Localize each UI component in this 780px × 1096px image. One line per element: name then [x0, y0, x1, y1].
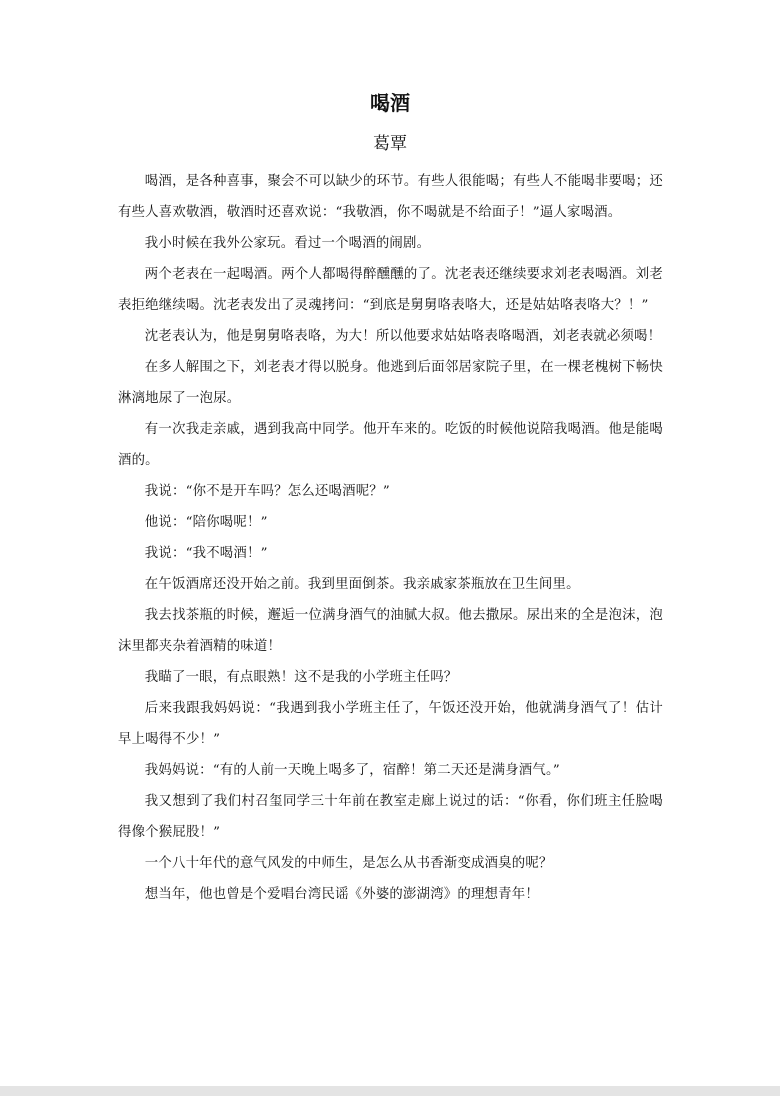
paragraph: 我又想到了我们村召玺同学三十年前在教室走廊上说过的话：“你看，你们班主任脸喝得像个猴屁股！”	[118, 794, 663, 840]
paragraph: 有一次我走亲戚，遇到我高中同学。他开车来的。吃饭的时候他说陪我喝酒。他是能喝酒的。	[118, 422, 663, 468]
paragraph: 他说：“陪你喝呢！”	[144, 515, 268, 530]
paragraph: 我瞄了一眼，有点眼熟！这不是我的小学班主任吗？	[144, 670, 458, 685]
paragraph: 我妈妈说：“有的人前一天晚上喝多了，宿醉！第二天还是满身酒气。”	[144, 763, 560, 778]
paragraph: 我去找茶瓶的时候，邂逅一位满身酒气的油腻大叔。他去撒尿。尿出来的全是泡沫，泡沫里都夹杂着酒精的味道！	[118, 608, 663, 654]
paragraph: 我说：“我不喝酒！”	[144, 546, 268, 561]
document-author: 葛覃	[373, 134, 407, 154]
document-title: 喝酒	[370, 91, 410, 115]
paragraph: 在多人解围之下，刘老表才得以脱身。他逃到后面邻居家院子里，在一棵老槐树下畅快淋漓地尿了一泡尿。	[118, 360, 663, 406]
paragraph: 两个老表在一起喝酒。两个人都喝得醉醺醺的了。沈老表还继续要求刘老表喝酒。刘老表拒绝继续喝。沈老表发出了灵魂拷问：“到底是舅舅咯表咯大，还是姑姑咯表咯大？！”	[118, 267, 663, 313]
paragraph: 想当年，他也曾是个爱唱台湾民谣《外婆的澎湖湾》的理想青年！	[144, 887, 539, 902]
paragraph: 我说：“你不是开车吗？怎么还喝酒呢？”	[144, 484, 390, 499]
paragraph: 后来我跟我妈妈说：“我遇到我小学班主任了，午饭还没开始，他就满身酒气了！估计早上喝得不少！”	[118, 701, 663, 747]
page-bottom-edge	[0, 1086, 780, 1096]
paragraph: 喝酒，是各种喜事，聚会不可以缺少的环节。有些人很能喝；有些人不能喝非要喝；还有些人喜欢敬酒，敬酒时还喜欢说：“我敬酒，你不喝就是不给面子！”逼人家喝酒。	[118, 174, 663, 220]
paragraph: 一个八十年代的意气风发的中师生，是怎么从书香渐变成酒臭的呢？	[144, 856, 553, 871]
paragraph: 沈老表认为，他是舅舅咯表咯，为大！所以他要求姑姑咯表咯喝酒，刘老表就必须喝！	[144, 329, 662, 344]
paragraph: 我小时候在我外公家玩。看过一个喝酒的闹剧。	[144, 236, 431, 251]
paragraph: 在午饭酒席还没开始之前。我到里面倒茶。我亲戚家茶瓶放在卫生间里。	[144, 577, 580, 592]
document-body	[118, 166, 663, 910]
